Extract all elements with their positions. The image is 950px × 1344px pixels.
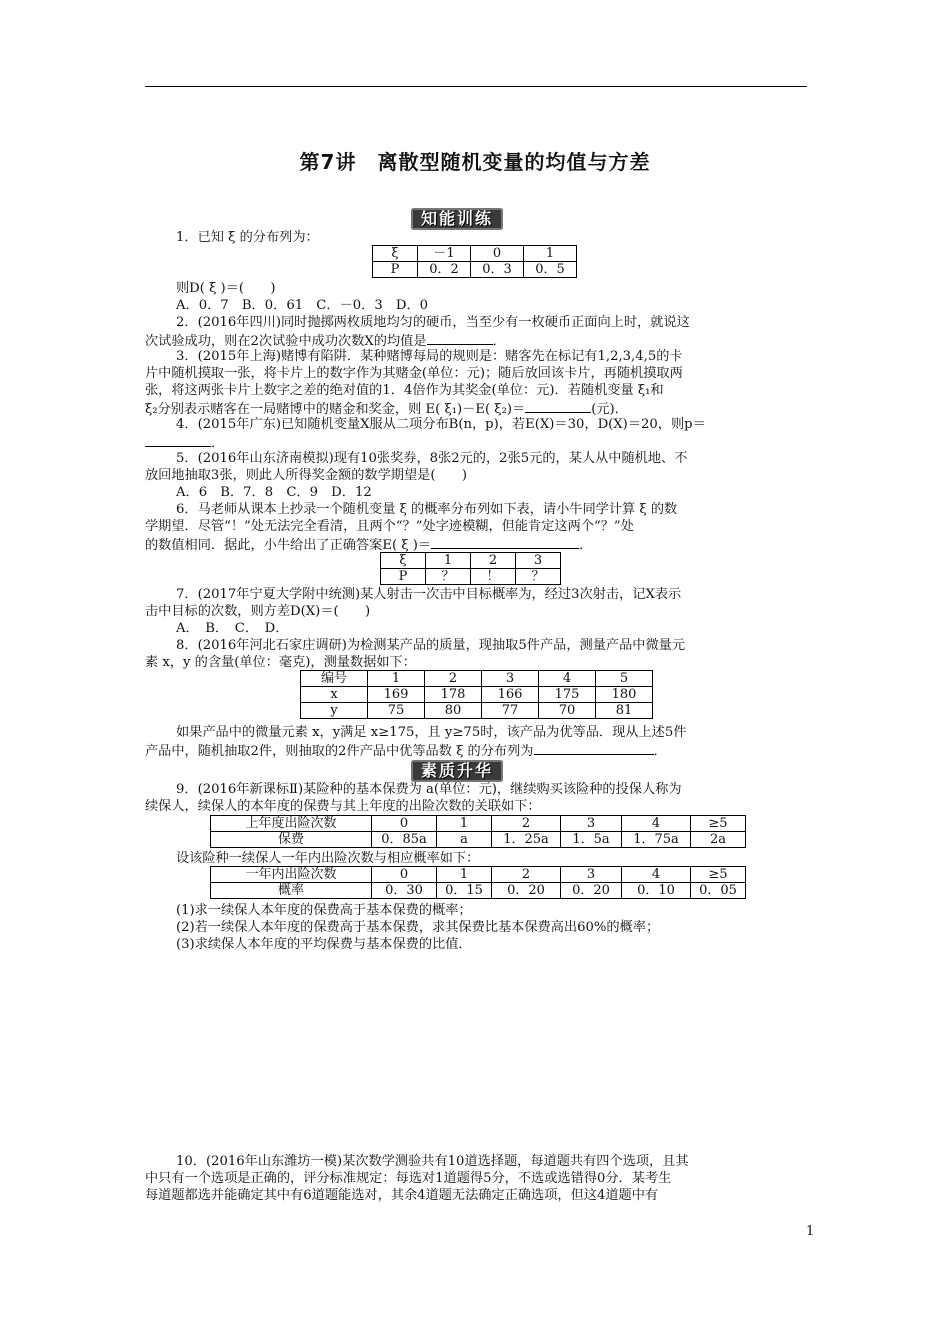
table-cell: 4 bbox=[622, 816, 691, 832]
table-cell: 1 bbox=[368, 671, 425, 687]
table-cell: 80 bbox=[425, 703, 482, 719]
q5-line: 放回地抽取3张，则此人所得奖金额的数学期望是( ) bbox=[145, 468, 467, 483]
table-cell: 77 bbox=[482, 703, 539, 719]
table-cell: a bbox=[437, 832, 492, 848]
table-cell: 2 bbox=[425, 671, 482, 687]
table-cell: 0．05 bbox=[691, 883, 746, 899]
q2-line: 2．(2016年四川)同时抛掷两枚质地均匀的硬币，当至少有一枚硬币正面向上时，就说这 bbox=[176, 315, 690, 330]
table-cell: x bbox=[301, 687, 368, 703]
answer-blank[interactable] bbox=[525, 400, 591, 413]
table-cell: 1．5a bbox=[561, 832, 622, 848]
table-cell: 178 bbox=[425, 687, 482, 703]
q5-options: A．6 B．7．8 C．9 D．12 bbox=[176, 485, 372, 500]
answer-blank[interactable] bbox=[431, 536, 579, 549]
q6-line: 6．马老师从课本上抄录一个随机变量 ξ 的概率分布列如下表，请小牛同学计算 ξ 的数 bbox=[176, 502, 678, 517]
q10-line: 10．(2016年山东潍坊一模)某次数学测验共有10道选择题，每道题共有四个选项，且其 bbox=[176, 1154, 689, 1169]
table-cell: 180 bbox=[596, 687, 653, 703]
table-cell: 0．30 bbox=[372, 883, 437, 899]
table-cell: 1．75a bbox=[622, 832, 691, 848]
table-cell: 2 bbox=[471, 553, 516, 569]
table-cell: 3 bbox=[482, 671, 539, 687]
table-cell: ξ bbox=[381, 553, 426, 569]
q3-line: ξ₂分别表示赌客在一局赌博中的赌金和奖金，则 E( ξ₁)－E( ξ₂)＝ (元)． bbox=[145, 402, 628, 417]
q1-text: 1．已知 ξ 的分布列为： bbox=[176, 230, 319, 245]
table-cell: 一年内出险次数 bbox=[211, 867, 372, 883]
q8-line: 素 x，y 的含量(单位：毫克)，测量数据如下： bbox=[145, 655, 416, 670]
table-cell: 0．3 bbox=[471, 262, 524, 278]
table-cell: 2a bbox=[691, 832, 746, 848]
table-cell: ≥5 bbox=[691, 816, 746, 832]
table-cell: 2 bbox=[492, 816, 561, 832]
table-cell: ？ bbox=[516, 569, 561, 585]
table-cell: 4 bbox=[622, 867, 691, 883]
q8-table bbox=[300, 670, 653, 719]
q7-line: 击中目标的次数，则方差D(X)＝( ) bbox=[145, 604, 371, 619]
q9-line: 续保人，续保人的本年度的保费与其上年度的出险次数的关联如下： bbox=[145, 799, 541, 814]
table-row bbox=[211, 883, 746, 899]
table-cell: 3 bbox=[516, 553, 561, 569]
q9-line: 9．(2016年新课标Ⅱ)某险种的基本保费为 a(单位：元)，继续购买该险种的投保人称为 bbox=[176, 782, 682, 797]
table-cell: 70 bbox=[539, 703, 596, 719]
table-cell: P bbox=[381, 569, 426, 585]
page-title: 第7讲 离散型随机变量的均值与方差 bbox=[299, 150, 651, 174]
q10-line: 中只有一个选项是正确的，评分标准规定：每选对1道题得5分，不选或选错得0分．某考生 bbox=[145, 1171, 672, 1186]
q3-line: 3．(2015年上海)赌博有陷阱．某种赌博每局的规则是：赌客先在标记有1,2,3,4,5的卡 bbox=[176, 349, 683, 364]
q1-table bbox=[372, 245, 577, 278]
table-row bbox=[381, 553, 561, 569]
table-row bbox=[301, 703, 653, 719]
table-cell: 3 bbox=[561, 867, 622, 883]
q8-after: 如果产品中的微量元素 x，y满足 x≥175，且 y≥75时，该产品为优等品．现从上述5件 bbox=[176, 725, 687, 740]
table-cell: 1 bbox=[437, 816, 492, 832]
table-cell: ！ bbox=[471, 569, 516, 585]
table-cell: 75 bbox=[368, 703, 425, 719]
table-cell: 1 bbox=[426, 553, 471, 569]
q5-line: 5．(2016年山东济南模拟)现有10张奖券，8张2元的，2张5元的，某人从中随机地、不 bbox=[176, 451, 688, 466]
table-cell: 166 bbox=[482, 687, 539, 703]
q9-sub: (3)求续保人本年度的平均保费与基本保费的比值． bbox=[176, 937, 472, 952]
q1-options: A．0．7 B．0．61 C．－0．3 D．0 bbox=[176, 298, 429, 313]
table-row bbox=[301, 671, 653, 687]
page-number: 1 bbox=[806, 1224, 815, 1239]
table-cell: 0．85a bbox=[372, 832, 437, 848]
table-cell: 0 bbox=[471, 246, 524, 262]
table-cell: 保费 bbox=[211, 832, 372, 848]
section-banner-training: 知能训练 bbox=[411, 208, 503, 230]
q3-line: 张，将这两张卡片上数字之差的绝对值的1．4倍作为其奖金(单位：元)．若随机变量 ξ₁和 bbox=[145, 383, 664, 398]
table-row bbox=[381, 569, 561, 585]
q8-after: 产品中，随机抽取2件，则抽取的2件产品中优等品数 ξ 的分布列为 ． bbox=[145, 744, 667, 759]
table-cell: 0．5 bbox=[524, 262, 577, 278]
table-row bbox=[211, 832, 746, 848]
table-cell: 175 bbox=[539, 687, 596, 703]
section-banner-quality: 素质升华 bbox=[411, 760, 503, 782]
table-cell: 1 bbox=[524, 246, 577, 262]
table-cell: ξ bbox=[373, 246, 418, 262]
table-cell: 2 bbox=[492, 867, 561, 883]
q2-line: 次试验成功，则在2次试验中成功次数X的均值是 ． bbox=[145, 334, 506, 349]
table-row bbox=[211, 867, 746, 883]
q9-mid: 设该险种一续保人一年内出险次数与相应概率如下： bbox=[176, 851, 480, 866]
table-cell: 4 bbox=[539, 671, 596, 687]
q9-table-premium bbox=[210, 815, 746, 848]
q7-line: 7．(2017年宁夏大学附中统测)某人射击一次击中目标概率为，经过3次射击，记X表示 bbox=[176, 587, 682, 602]
q9-table-probability bbox=[210, 866, 746, 899]
table-cell: 0 bbox=[372, 867, 437, 883]
table-cell: 3 bbox=[561, 816, 622, 832]
table-row bbox=[373, 246, 577, 262]
q4-line: 4．(2015年广东)已知随机变量X服从二项分布B(n，p)，若E(X)＝30，D(X)＝20，则p＝ bbox=[176, 417, 706, 432]
table-cell: y bbox=[301, 703, 368, 719]
q6-table bbox=[380, 552, 561, 585]
q7-options: A． B． C． D． bbox=[176, 621, 289, 636]
table-row bbox=[373, 262, 577, 278]
table-cell: 0．20 bbox=[492, 883, 561, 899]
q9-sub: (1)求一续保人本年度的保费高于基本保费的概率； bbox=[176, 903, 472, 918]
q6-line: 的数值相同．据此，小牛给出了正确答案E( ξ )＝ ． bbox=[145, 538, 593, 553]
q8-line: 8．(2016年河北石家庄调研)为检测某产品的质量，现抽取5件产品，测量产品中微量元 bbox=[176, 638, 686, 653]
table-cell: 编号 bbox=[301, 671, 368, 687]
table-cell: 5 bbox=[596, 671, 653, 687]
table-cell: －1 bbox=[418, 246, 471, 262]
table-row bbox=[301, 687, 653, 703]
answer-blank[interactable] bbox=[534, 742, 654, 755]
q6-line: 学期望．尽管“！”处无法完全看清，且两个“？”处字迹模糊，但能肯定这两个“？”处 bbox=[145, 519, 634, 534]
q3-line: 片中随机摸取一张，将卡片上的数字作为其赌金(单位：元)；随后放回该卡片，再随机摸取两 bbox=[145, 366, 683, 381]
answer-blank[interactable] bbox=[145, 434, 211, 447]
table-cell: 概率 bbox=[211, 883, 372, 899]
header-rule bbox=[145, 86, 807, 87]
q9-sub: (2)若一续保人本年度的保费高于基本保费，求其保费比基本保费高出60%的概率； bbox=[176, 920, 660, 935]
table-cell: 上年度出险次数 bbox=[211, 816, 372, 832]
q1-ask: 则D( ξ )＝( ) bbox=[176, 281, 276, 296]
table-cell: 0．10 bbox=[622, 883, 691, 899]
table-cell: 1．25a bbox=[492, 832, 561, 848]
table-cell: 0．15 bbox=[437, 883, 492, 899]
q10-line: 每道题都选并能确定其中有6道题能选对，其余4道题无法确定正确选项，但这4道题中有 bbox=[145, 1188, 659, 1203]
table-cell: 0．2 bbox=[418, 262, 471, 278]
table-cell: 1 bbox=[437, 867, 492, 883]
answer-blank[interactable] bbox=[427, 332, 493, 345]
q4-line: ． bbox=[145, 434, 777, 452]
table-cell: 0 bbox=[372, 816, 437, 832]
table-cell: 169 bbox=[368, 687, 425, 703]
table-cell: 81 bbox=[596, 703, 653, 719]
table-cell: P bbox=[373, 262, 418, 278]
table-cell: 0．20 bbox=[561, 883, 622, 899]
table-cell: ≥5 bbox=[691, 867, 746, 883]
table-cell: ？ bbox=[426, 569, 471, 585]
table-row bbox=[211, 816, 746, 832]
